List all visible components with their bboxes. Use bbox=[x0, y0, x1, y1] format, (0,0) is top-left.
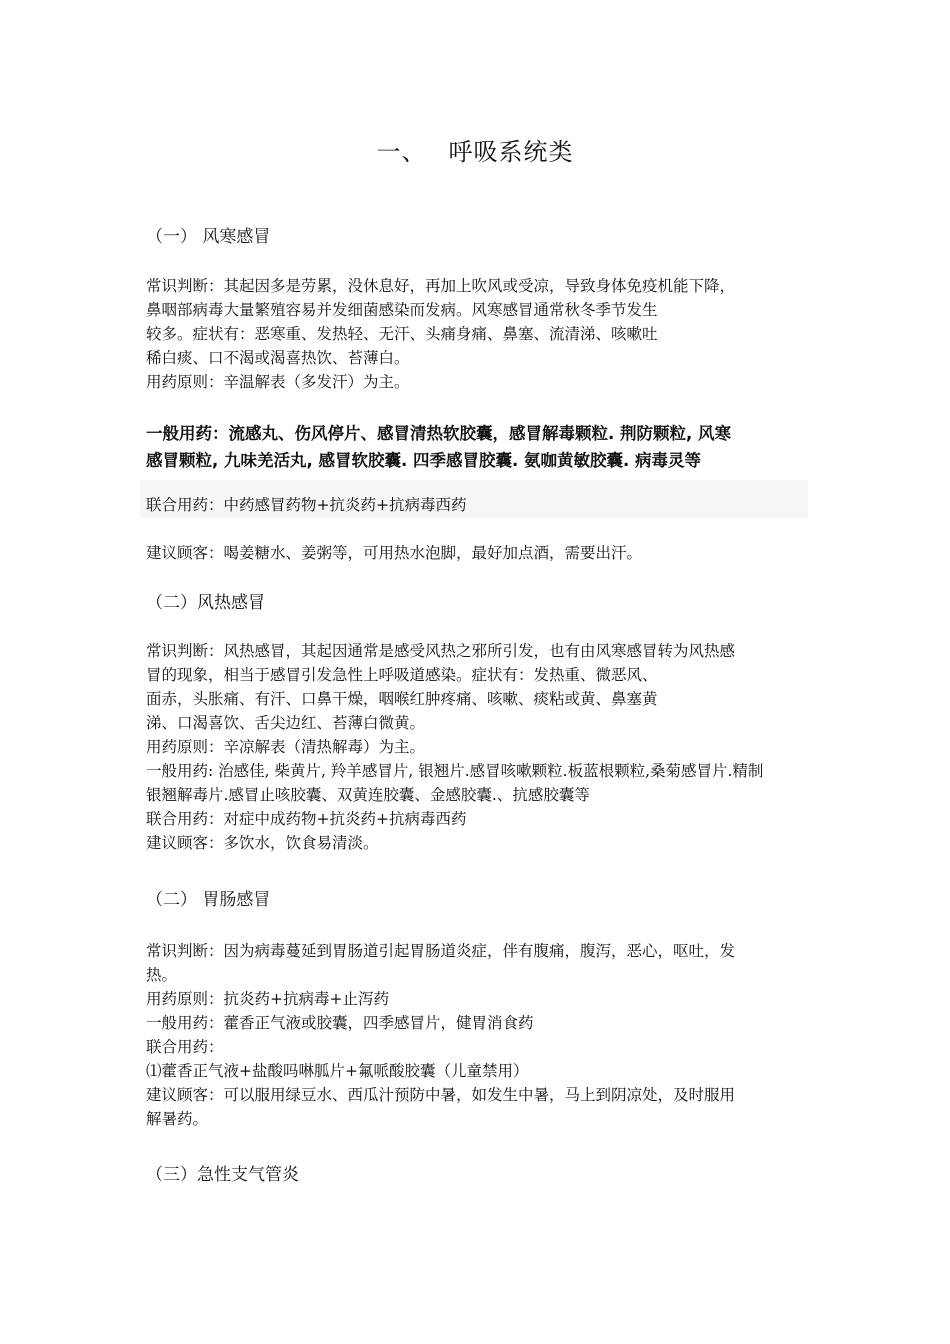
text-line: 较多。症状有：恶寒重、发热轻、无汗、头痛身痛、鼻塞、流清涕、咳嗽吐 bbox=[146, 325, 658, 343]
title-number: 一、 bbox=[376, 138, 427, 166]
wind-cold-advice bbox=[146, 541, 810, 565]
text-line: 用药原则：辛温解表（多发汗）为主。 bbox=[146, 373, 410, 391]
text-line: 建议顾客：可以服用绿豆水、西瓜汁预防中暑，如发生中暑，马上到阴凉处，及时服用 bbox=[146, 1086, 736, 1104]
text-line: 用药原则：抗炎药+抗病毒+止泻药 bbox=[146, 990, 389, 1008]
section-heading-bronchitis: （三）急性支气管炎 bbox=[146, 1165, 299, 1185]
text-line: 常识判断：其起因多是劳累，没休息好，再加上吹风或受凉，导致身体免疫机能下降， bbox=[146, 277, 736, 295]
wind-cold-medicines bbox=[146, 420, 810, 474]
title-text: 呼吸系统类 bbox=[448, 138, 574, 166]
text-line: 常识判断：因为病毒蔓延到胃肠道引起胃肠道炎症，伴有腹痛，腹泻，恶心，呕吐，发 bbox=[146, 942, 736, 960]
text-line: 银翘解毒片.感冒止咳胶囊、双黄连胶囊、金感胶囊.、抗感胶囊等 bbox=[146, 786, 590, 804]
bold-line: 一般用药：流感丸、伤风停片、感冒清热软胶囊，感冒解毒颗粒. 荆防颗粒, 风寒 bbox=[146, 424, 732, 443]
section-heading-gastro: （二） 胃肠感冒 bbox=[146, 890, 271, 910]
text-line: 鼻咽部病毒大量繁殖容易并发细菌感染而发病。风寒感冒通常秋冬季节发生 bbox=[146, 301, 658, 319]
text-line: ⑴藿香正气液+盐酸吗啉胍片+氟哌酸胶囊（儿童禁用） bbox=[146, 1062, 529, 1080]
text-line: 热。 bbox=[146, 966, 178, 984]
section-heading-wind-heat: （二）风热感冒 bbox=[146, 593, 265, 613]
text-line: 常识判断：风热感冒，其起因通常是感受风热之邪所引发，也有由风寒感冒转为风热感 bbox=[146, 642, 736, 660]
bold-line: 感冒颗粒, 九味羌活丸, 感冒软胶囊. 四季感冒胶囊. 氨咖黄敏胶囊. 病毒灵等 bbox=[146, 451, 702, 470]
text-line: 涕、口渴喜饮、舌尖边红、苔薄白微黄。 bbox=[146, 714, 426, 732]
text-line: 一般用药：藿香正气液或胶囊，四季感冒片，健胃消食药 bbox=[146, 1014, 534, 1032]
text-line: 冒的现象，相当于感冒引发急性上呼吸道感染。症状有：发热重、微恶风、 bbox=[146, 666, 658, 684]
text-line: 建议顾客：喝姜糖水、姜粥等，可用热水泡脚，最好加点酒，需要出汗。 bbox=[146, 544, 643, 562]
text-line: 联合用药： bbox=[146, 1038, 224, 1056]
text-line: 稀白痰、口不渴或渴喜热饮、苔薄白。 bbox=[146, 349, 410, 367]
wind-cold-paragraph bbox=[146, 274, 810, 394]
text-line: 一般用药: 治感佳, 柴黄片, 羚羊感冒片, 银翘片.感冒咳嗽颗粒.板蓝根颗粒,桑菊感冒片.精制 bbox=[146, 762, 764, 780]
wind-cold-combo bbox=[146, 493, 810, 517]
gastro-paragraph bbox=[146, 939, 810, 1131]
wind-heat-paragraph bbox=[146, 639, 810, 855]
text-line: 联合用药：中药感冒药物+抗炎药+抗病毒西药 bbox=[146, 496, 467, 514]
text-line: 解暑药。 bbox=[146, 1110, 209, 1128]
text-line: 用药原则：辛凉解表（清热解毒）为主。 bbox=[146, 738, 426, 756]
text-line: 联合用药：对症中成药物+抗炎药+抗病毒西药 bbox=[146, 810, 467, 828]
page-title bbox=[0, 132, 950, 167]
text-line: 面赤，头胀痛、有汗、口鼻干燥，咽喉红肿疼痛、咳嗽、痰粘或黄、鼻塞黄 bbox=[146, 690, 658, 708]
text-line: 建议顾客：多饮水，饮食易清淡。 bbox=[146, 834, 379, 852]
section-heading-wind-cold: （一） 风寒感冒 bbox=[146, 227, 271, 247]
